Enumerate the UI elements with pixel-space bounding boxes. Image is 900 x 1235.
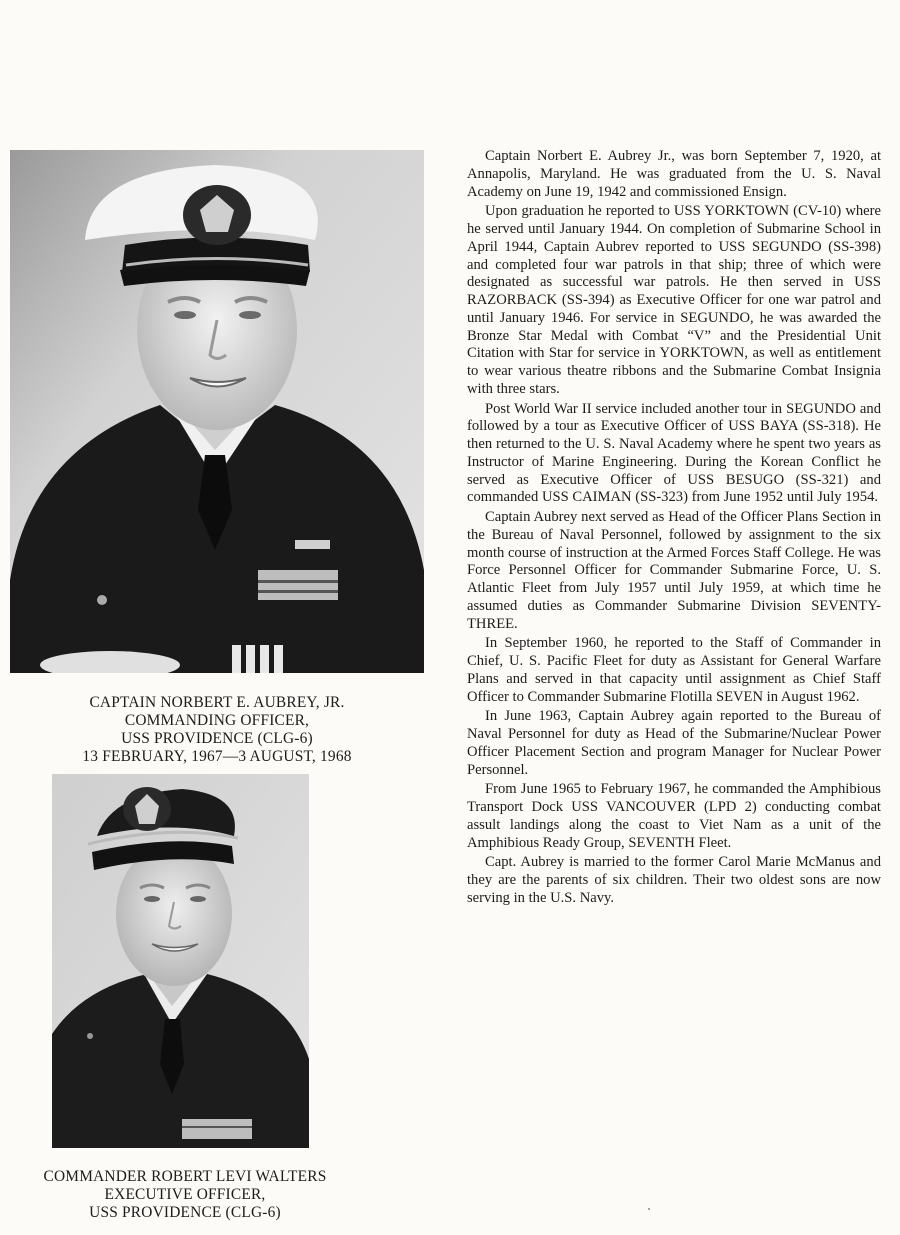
portrait-aubrey-illustration bbox=[10, 150, 424, 673]
biography-paragraph: In June 1963, Captain Aubrey again reported to the Bureau of Naval Personnel for duty as Head of the Submarine/Nuclear Power Officer Placement Section and program Manager for Nuclear Power Personnel. bbox=[467, 708, 881, 778]
biography-paragraph: From June 1965 to February 1967, he commanded the Amphibious Transport Dock USS VANCOUVER (LPD 2) conducting combat assult landings along the coast to Viet Nam as a unit of the Amphibious Ready Group, SEVENTH Fleet. bbox=[467, 781, 881, 851]
caption-aubrey-title: COMMANDING OFFICER, bbox=[124, 712, 310, 729]
biography-paragraph: Captain Aubrey next served as Head of the Officer Plans Section in the Bureau of Naval Personnel, followed by assignment to the six month course of instruction at the Armed Forces Staff College. He was Force Personnel Officer for Commander Submarine Force, U. S. Atlantic Fleet from July 1957 until July 1959, at which time he assumed duties as Commander Submarine Division SEVENTY-THREE. bbox=[467, 509, 881, 632]
portrait-photo-aubrey bbox=[10, 150, 424, 673]
page-speck bbox=[648, 1208, 650, 1210]
caption-walters bbox=[0, 1168, 370, 1222]
portrait-walters-illustration bbox=[52, 774, 309, 1148]
caption-walters-title: EXECUTIVE OFFICER, bbox=[104, 1186, 266, 1203]
portrait-photo-walters bbox=[52, 774, 309, 1148]
caption-aubrey bbox=[10, 694, 424, 766]
caption-walters-name: COMMANDER ROBERT LEVI WALTERS bbox=[43, 1168, 327, 1185]
caption-aubrey-ship: USS PROVIDENCE (CLG-6) bbox=[121, 730, 313, 747]
caption-aubrey-name: CAPTAIN NORBERT E. AUBREY, JR. bbox=[89, 694, 345, 711]
caption-aubrey-dates: 13 FEBRUARY, 1967—3 AUGUST, 1968 bbox=[82, 748, 352, 765]
biography-column bbox=[467, 148, 881, 910]
biography-paragraph: Captain Norbert E. Aubrey Jr., was born September 7, 1920, at Annapolis, Maryland. He was graduated from the U. S. Naval Academy on June 19, 1942 and commissioned Ensign. bbox=[467, 148, 881, 200]
biography-paragraph: Capt. Aubrey is married to the former Carol Marie McManus and they are the parents of six children. Their two oldest sons are now serving in the U.S. Navy. bbox=[467, 854, 881, 906]
caption-walters-ship: USS PROVIDENCE (CLG-6) bbox=[89, 1204, 281, 1221]
biography-paragraph: Post World War II service included another tour in SEGUNDO and followed by a tour as Executive Officer of USS BAYA (SS-318). He then returned to the U. S. Naval Academy where he spent two years as Instructor of Marine Engineering. During the Korean Conflict he served as Executive Officer of USS BESUGO (SS-321) and commanded USS CAIMAN (SS-323) from June 1952 until July 1954. bbox=[467, 400, 881, 506]
biography-paragraph: In September 1960, he reported to the Staff of Commander in Chief, U. S. Pacific Fleet for duty as Assistant for General Warfare Plans and served in that capacity until assignment as Chief Staff Officer to Commander Submarine Flotilla SEVEN in August 1962. bbox=[467, 635, 881, 705]
biography-paragraph: Upon graduation he reported to USS YORKTOWN (CV-10) where he served until January 1944. On completion of Submarine School in April 1944, Captain Aubrev reported to USS SEGUNDO (SS-398) and completed four war patrols in that ship; three of which were designated as successful war patrols. He then served in USS RAZORBACK (SS-394) as Executive Officer for one war patrol and until January 1946. For service in SEGUNDO, he was awarded the Bronze Star Medal with Combat “V” and the Presidential Unit Citation with Star for service in YORKTOWN, as well as entitlement to wear various theatre ribbons and the Submarine Combat Insignia with three stars. bbox=[467, 203, 881, 397]
